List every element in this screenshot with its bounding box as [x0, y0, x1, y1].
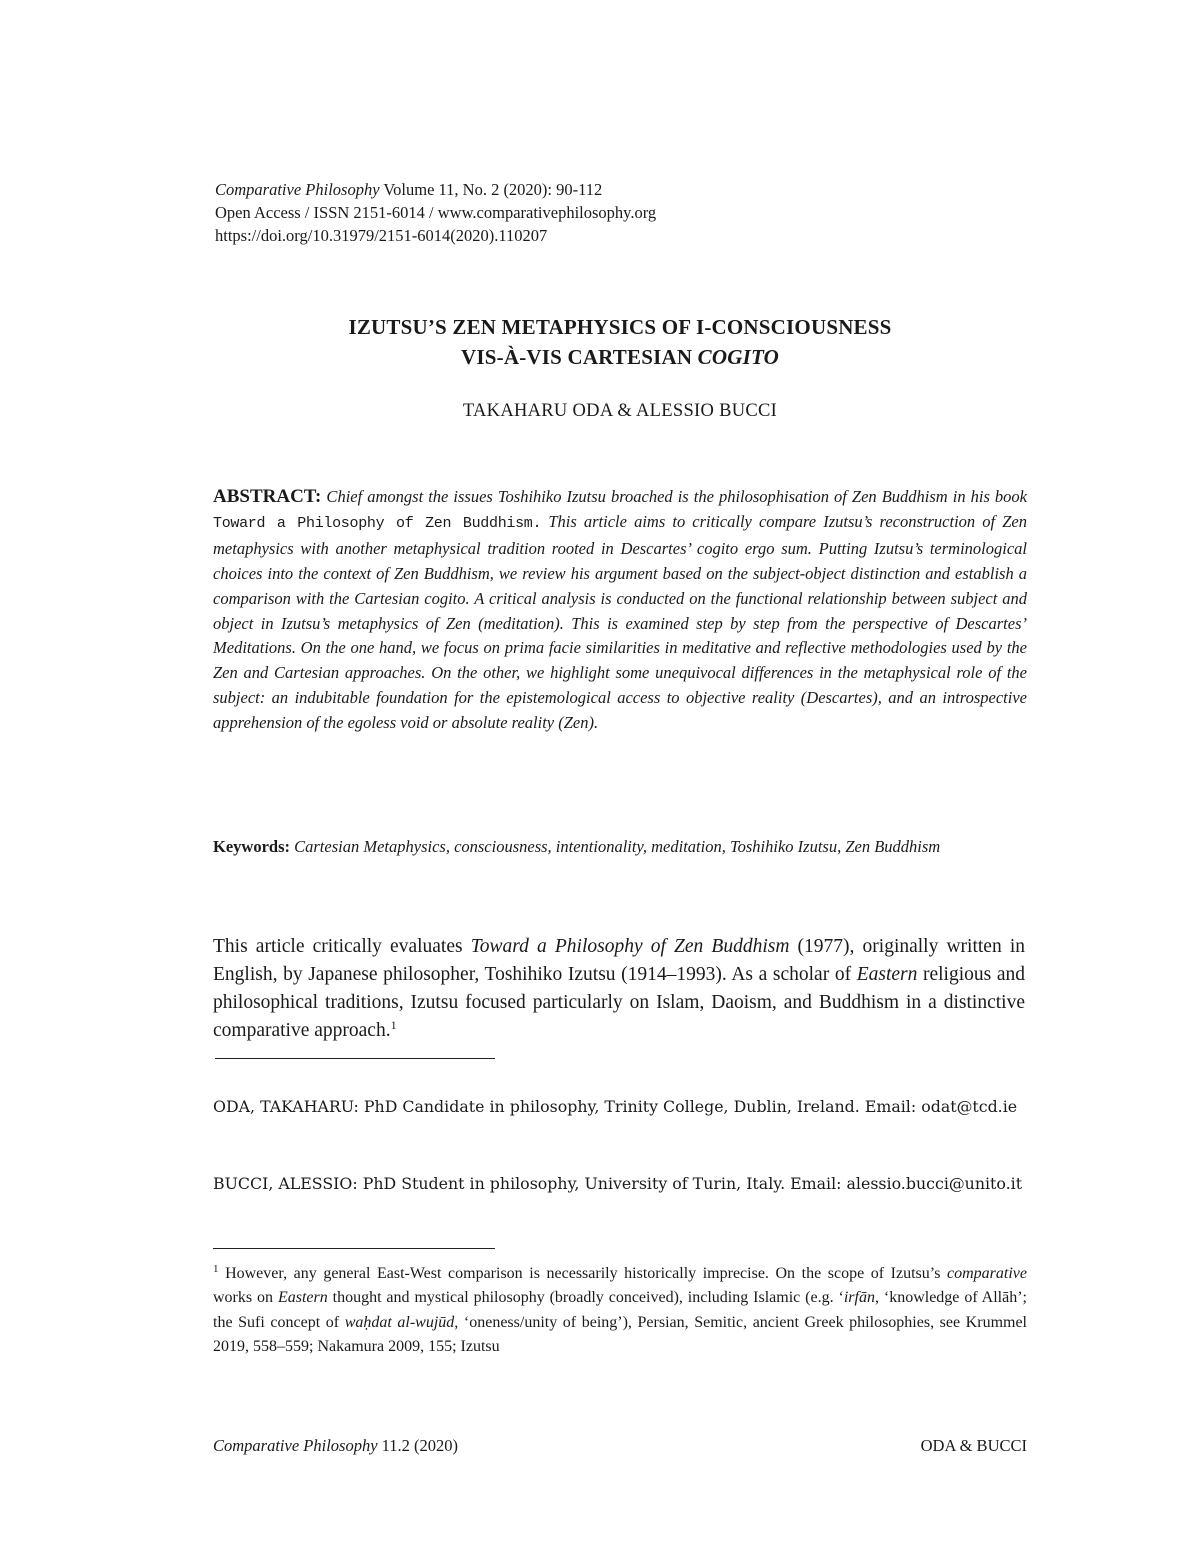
footnote-italic-3: irfān [843, 1289, 875, 1307]
article-title [0, 312, 1200, 372]
footnote-text-3: thought and mystical philosophy (broadly conceived), including Islamic (e.g. ‘ [327, 1289, 844, 1307]
title-line-2-prefix: VIS-À-VIS CARTESIAN [461, 345, 698, 369]
journal-name: Comparative Philosophy [215, 180, 380, 199]
affiliation-separator [215, 1058, 495, 1059]
keywords-label: Keywords: [213, 837, 290, 856]
body-text-3: religious and philosophical traditions, Izutsu focused particularly on Islam, Daoism, and Buddhism in a distinctive comparative approach. [213, 964, 1025, 1041]
title-line-1: IZUTSU’S ZEN METAPHYSICS OF I-CONSCIOUSNESS [348, 315, 892, 339]
footnote-1 [213, 1262, 1027, 1359]
footnote-marker: 1 [213, 1263, 219, 1275]
body-text-1: This article critically evaluates [213, 936, 471, 957]
affiliation-oda: ODA, TAKAHARU: PhD Candidate in philosophy, Trinity College, Dublin, Ireland. Email: odat@tcd.ie [213, 1097, 1018, 1116]
keywords-text: Cartesian Metaphysics, consciousness, intentionality, meditation, Toshihiko Izutsu, Zen Buddhism [290, 837, 941, 856]
footnote-text-5: , ‘oneness/unity of being’), Persian, Semitic, ancient Greek philosophies, see Krummel 2019, 558–559; Nakamura 2009, 155; Izutsu [213, 1313, 1028, 1355]
abstract [213, 485, 1027, 736]
title-line-2-italic: COGITO [697, 345, 779, 369]
abstract-book-title: Toward a Philosophy of Zen Buddhism. [213, 514, 542, 532]
footer-citation [213, 1436, 458, 1456]
footer-authors: ODA & BUCCI [920, 1436, 1027, 1455]
footnote-text-4: , ‘knowledge of Allāh’; the Sufi concept of [213, 1289, 1028, 1331]
doi-link[interactable]: https://doi.org/10.31979/2151-6014(2020).110207 [215, 226, 548, 245]
footnote-text-1: However, any general East-West comparison is necessarily historically imprecise. On the scope of Izutsu’s [218, 1265, 948, 1282]
page-footer [213, 1436, 1027, 1460]
abstract-label: ABSTRACT: [213, 486, 322, 507]
volume-info: Volume 11, No. 2 (2020): 90-112 [379, 180, 603, 199]
footer-issue: 11.2 (2020) [377, 1436, 459, 1455]
journal-citation-line [215, 178, 1015, 201]
footnote-italic-2: Eastern [277, 1289, 328, 1307]
body-paragraph [213, 933, 1025, 1045]
journal-header [215, 178, 1015, 247]
body-text-2: (1977), originally written in English, by Japanese philosopher, Toshihiko Izutsu (1914–1993). As a scholar of [213, 936, 1025, 985]
abstract-text-1: Chief amongst the issues Toshihiko Izutsu broached is the philosophisation of Zen Buddhism in his book [321, 487, 1027, 506]
footnote-rule [213, 1248, 495, 1249]
footnote-text-2: works on [213, 1289, 278, 1307]
author-names: TAKAHARU ODA & ALESSIO BUCCI [462, 401, 778, 421]
body-book-title: Toward a Philosophy of Zen Buddhism [470, 936, 790, 957]
title-line-2 [0, 342, 1200, 372]
footer-journal: Comparative Philosophy [213, 1436, 378, 1455]
footnote-italic-4: waḥdat al-wujūd [344, 1313, 455, 1331]
keywords [213, 835, 1027, 860]
body-eastern-italic: Eastern [856, 964, 918, 985]
access-issn-line[interactable]: Open Access / ISSN 2151-6014 / www.comparativephilosophy.org [215, 203, 657, 222]
abstract-text-2: This article aims to critically compare Izutsu’s reconstruction of Zen metaphysics with another metaphysical tradition rooted in Descartes’ cogito ergo sum. Putting Izutsu’s terminological choices into the context of Zen Buddhism, we review his argument based on the subject-object distinction and establish a comparison with the Cartesian cogito. A critical analysis is conducted on the functional relationship between subject and object in Izutsu’s metaphysics of Zen (meditation). This is examined step by step from the perspective of Descartes’ Meditations. On the one hand, we focus on prima facie similarities in meditative and reflective methodologies used by the Zen and Cartesian approaches. On the other, we highlight some unequivocal differences in the metaphysical role of the subject: an indubitable foundation for the epistemological access to objective reality (Descartes), and an introspective apprehension of the egoless void or absolute reality (Zen). [213, 511, 1027, 733]
footnote-italic-1: comparative [947, 1265, 1027, 1282]
affiliation-bucci: BUCCI, ALESSIO: PhD Student in philosophy, University of Turin, Italy. Email: alessio.bucci@unito.it [213, 1174, 1023, 1193]
footnote-reference[interactable]: 1 [390, 1018, 397, 1032]
